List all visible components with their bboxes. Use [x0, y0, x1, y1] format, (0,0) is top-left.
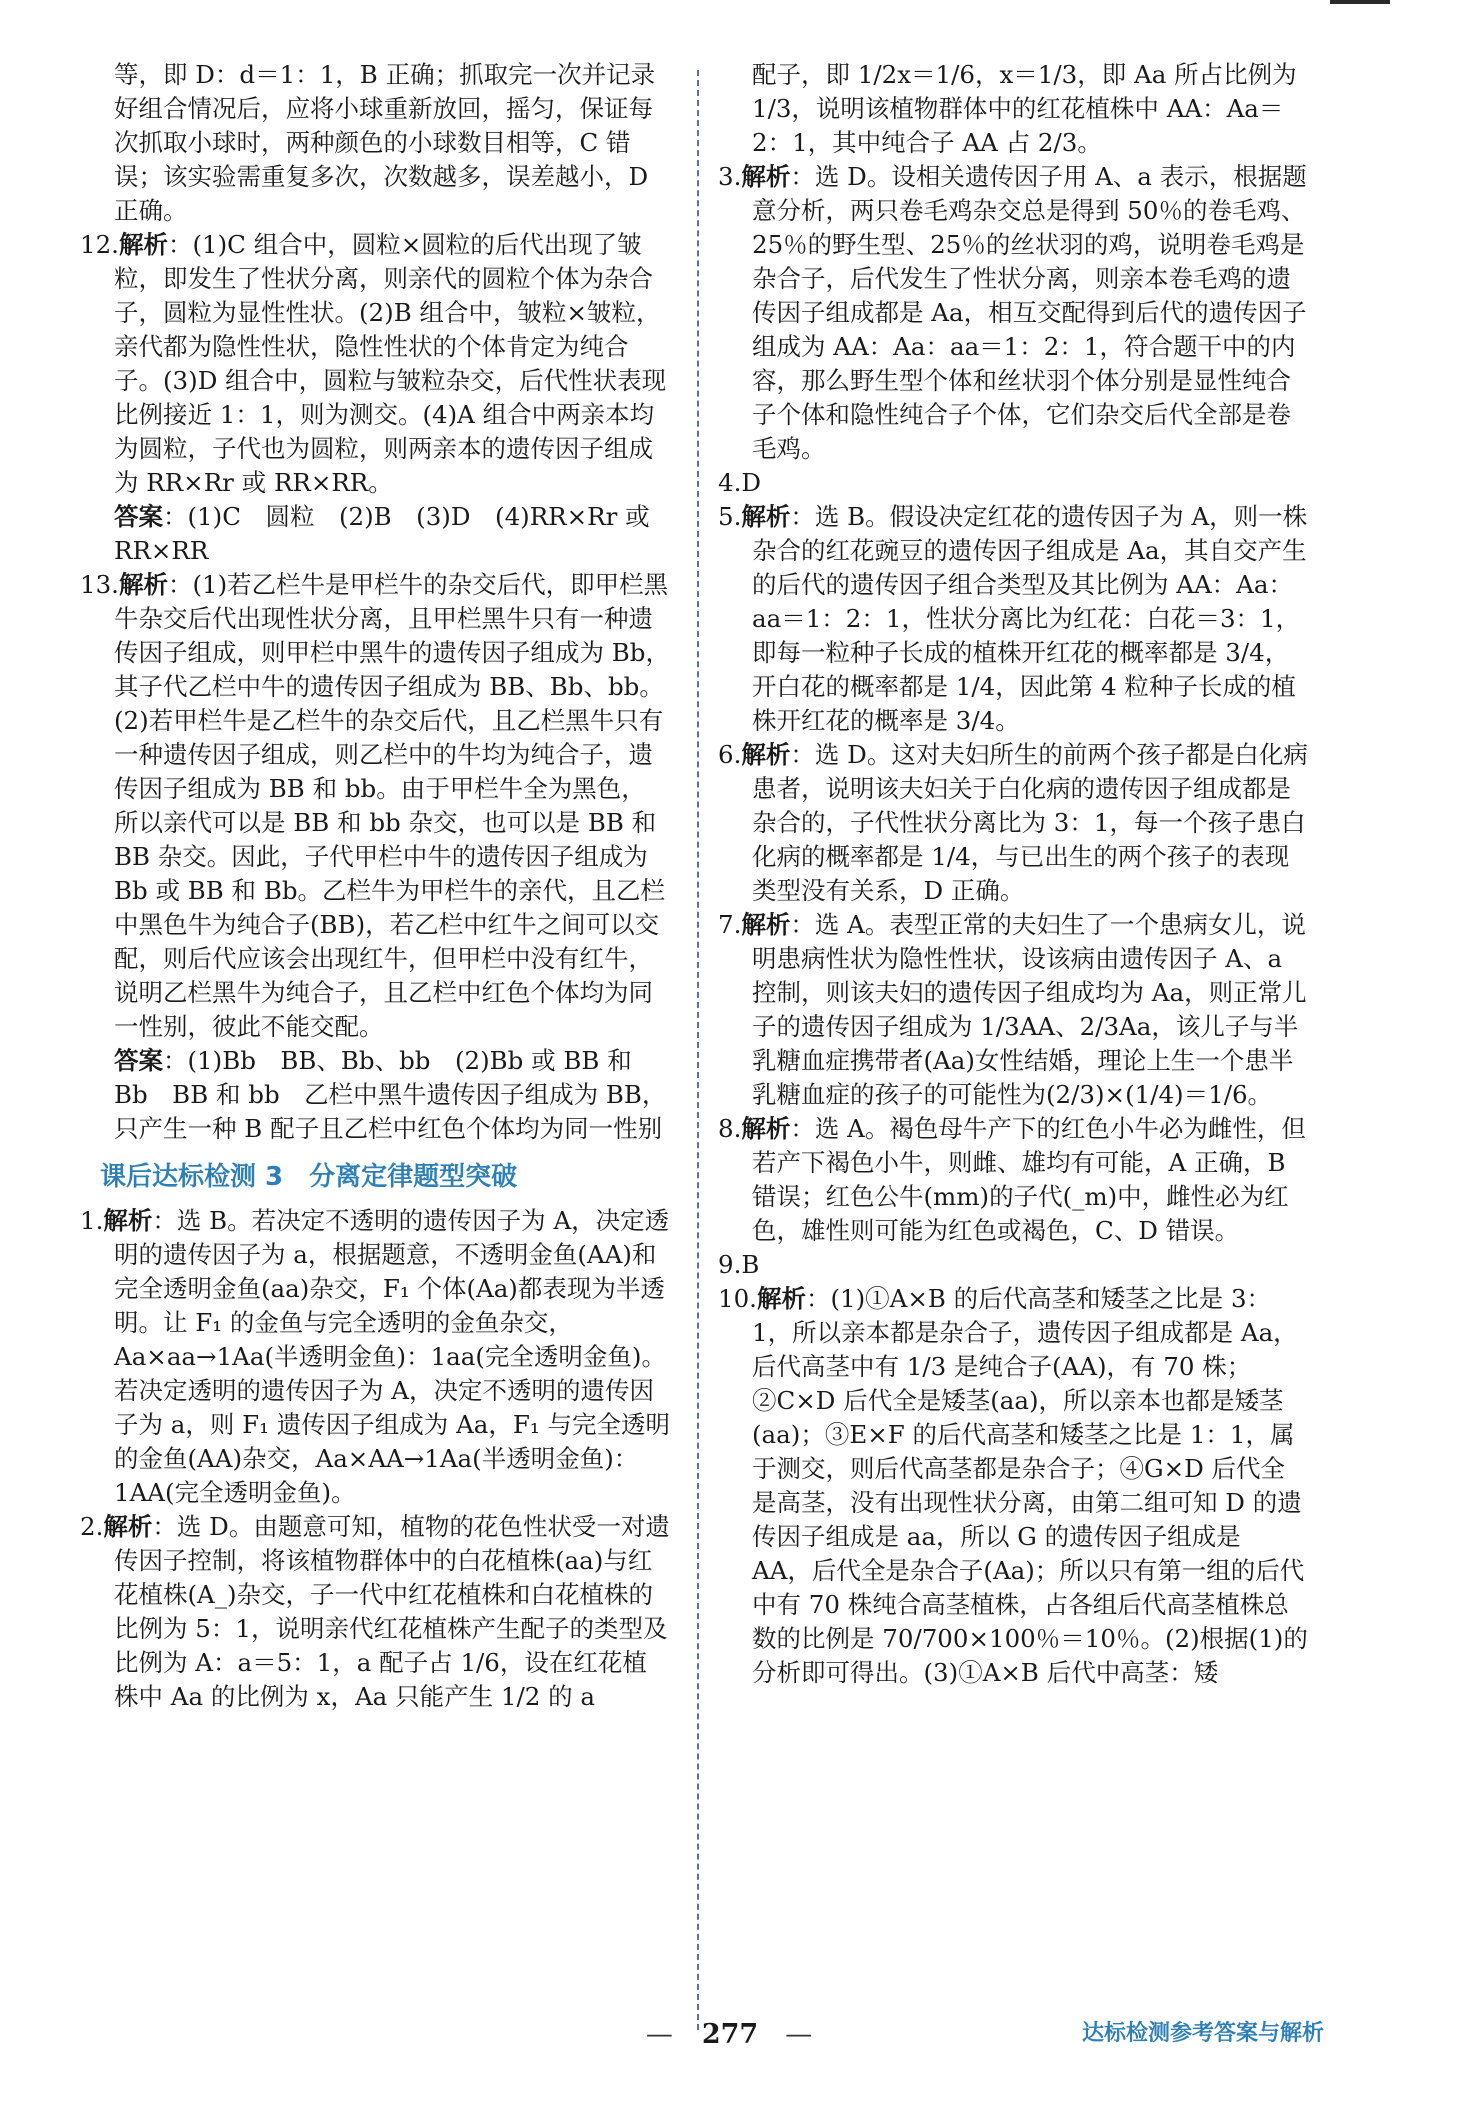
item-number: 1.	[80, 1206, 104, 1235]
answer-item-9: 9.B	[718, 1250, 760, 1279]
running-footer-title: 达标检测参考答案与解析	[1081, 2021, 1324, 2046]
analysis-text: ：选 B。假设决定红花的遗传因子为 A，则一株杂合的红花豌豆的遗传因子组成是 Aa，其自交产生的后代的遗传因子组合类型及其比例为 AA：Aa：aa＝1：2：1，性状分离比为红花：白花＝3：1，即每一粒种子长成的植株开红花的概率都是 3/4，开白花的概率都是 1/4，因此第 4 粒种子长成的植株开红花的概率是 3/4。	[752, 502, 1308, 735]
section-heading	[100, 1160, 670, 1194]
analysis-text: ：选 A。褐色母牛产下的红色小牛必为雌性，但若产下褐色小牛，则雌、雄均有可能，A 正确，B 错误；红色公牛(mm)的子代(_m)中，雌性必为红色，雄性则可能为红色或褐色，C、D 错误。	[752, 1114, 1306, 1245]
page-number-value: 277	[701, 2019, 759, 2050]
right-column	[718, 58, 1308, 1690]
answer-item-7	[718, 908, 1308, 1112]
section-number: 课后达标检测 3	[100, 1162, 284, 1192]
answer-item-12	[80, 228, 670, 500]
item-number: 12.	[80, 230, 119, 259]
analysis-text: ：选 D。由题意可知，植物的花色性状受一对遗传因子控制，将该植物群体中的白花植株(aa)与红花植株(A_)杂交，子一代中红花植株和白花植株的比例为 5：1，说明亲代红花植株产生配子的类型及比例为 A：a＝5：1，a 配子占 1/6，设在红花植株中 Aa 的比例为 x，Aa 只能产生 1/2 的 a	[114, 1512, 670, 1711]
section-name: 分离定律题型突破	[309, 1162, 518, 1192]
answer-item-1	[80, 1204, 670, 1510]
analysis-text: ：(1)①A×B 的后代高茎和矮茎之比是 3：1，所以亲本都是杂合子，遗传因子组成都是 Aa，后代高茎中有 1/3 是纯合子(AA)，有 70 株；②C×D 后代全是矮茎(aa)，所以亲本也都是矮茎(aa)；③E×F 的后代高茎和矮茎之比是 1：1，属于测交，则后代高茎都是杂合子；④G×D 后代全是高茎，没有出现性状分离，由第二组可知 D 的遗传因子组成是 aa，所以 G 的遗传因子组成是 AA，后代全是杂合子(Aa)；所以只有第一组的后代中有 70 株纯合高茎植株，占各组后代高茎植株总数的比例是 70/700×100％＝10％。(2)根据(1)的分析即可得出。(3)①A×B 后代中高茎：矮	[752, 1284, 1308, 1687]
item-number: 6.	[718, 740, 742, 769]
analysis-label: 解析	[103, 1206, 153, 1235]
analysis-label: 解析	[741, 1114, 791, 1143]
answer-line-12	[80, 500, 670, 568]
analysis-text: ：选 D。这对夫妇所生的前两个孩子都是白化病患者，说明该夫妇关于白化病的遗传因子组成都是杂合的，子代性状分离比为 3：1，每一个孩子患白化病的概率都是 1/4，与已出生的两个孩子的表现类型没有关系，D 正确。	[752, 740, 1308, 905]
answer-label: 答案	[114, 502, 163, 531]
item-number: 2.	[80, 1512, 104, 1541]
page-dash-left: —	[645, 2019, 675, 2050]
answer-item-4: 4.D	[718, 468, 762, 497]
continued-text: 等，即 D：d＝1：1，B 正确；抓取完一次并记录好组合情况后，应将小球重新放回，摇匀，保证每次抓取小球时，两种颜色的小球数目相等，C 错误；该实验需重复多次，次数越多，误差越小，D 正确。	[114, 60, 656, 225]
analysis-label: 解析	[118, 230, 168, 259]
analysis-label: 解析	[103, 1512, 153, 1541]
answer-text: ：(1)C 圆粒 (2)B (3)D (4)RR×Rr 或 RR×RR	[114, 502, 650, 565]
analysis-text: ：选 A。表型正常的夫妇生了一个患病女儿，说明患病性状为隐性性状，设该病由遗传因子 A、a 控制，则该夫妇的遗传因子组成均为 Aa，则正常儿子的遗传因子组成为 1/3AA、2/3Aa，该儿子与半乳糖血症携带者(Aa)女性结婚，理论上生一个患半乳糖血症的孩子的可能性为(2/3)×(1/4)＝1/6。	[752, 910, 1307, 1109]
page-dash-right: —	[785, 2019, 815, 2050]
continued-text: 配子，即 1/2x＝1/6，x＝1/3，即 Aa 所占比例为 1/3，说明该植物群体中的红花植株中 AA：Aa＝2：1，其中纯合子 AA 占 2/3。	[752, 60, 1297, 157]
analysis-label: 解析	[741, 740, 791, 769]
top-edge-mark	[1330, 0, 1390, 4]
answer-item-3	[718, 160, 1308, 466]
analysis-text: ：(1)C 组合中，圆粒×圆粒的后代出现了皱粒，即发生了性状分离，则亲代的圆粒个体为杂合子，圆粒为显性性状。(2)B 组合中，皱粒×皱粒，亲代都为隐性性状，隐性性状的个体肯定为纯合子。(3)D 组合中，圆粒与皱粒杂交，后代性状表现比例接近 1：1，则为测交。(4)A 组合中两亲本均为圆粒，子代也为圆粒，则两亲本的遗传因子组成为 RR×Rr 或 RR×RR。	[114, 230, 667, 497]
answer-item-2	[80, 1510, 670, 1714]
answer-item-5	[718, 500, 1308, 738]
left-column	[80, 58, 670, 1714]
item-number: 13.	[80, 570, 119, 599]
answer-item-6	[718, 738, 1308, 908]
answer-text: ：(1)Bb BB、Bb、bb (2)Bb 或 BB 和 Bb BB 和 bb 乙栏中黑牛遗传因子组成为 BB，只产生一种 B 配子且乙栏中红色个体均为同一性别	[114, 1046, 667, 1143]
analysis-text: ：选 B。若决定不透明的遗传因子为 A，决定透明的遗传因子为 a，根据题意，不透明金鱼(AA)和完全透明金鱼(aa)杂交，F₁ 个体(Aa)都表现为半透明。让 F₁ 的金鱼与完全透明的金鱼杂交，Aa×aa→1Aa(半透明金鱼)：1aa(完全透明金鱼)。若决定透明的遗传因子为 A，决定不透明的遗传因子为 a，则 F₁ 遗传因子组成为 Aa，F₁ 与完全透明的金鱼(AA)杂交，Aa×AA→1Aa(半透明金鱼)：1AA(完全透明金鱼)。	[114, 1206, 670, 1507]
analysis-label: 解析	[741, 162, 791, 191]
analysis-label: 解析	[741, 502, 791, 531]
item-number: 10.	[718, 1284, 757, 1313]
column-divider	[697, 70, 699, 2030]
item-number: 8.	[718, 1114, 742, 1143]
answer-item-10	[718, 1282, 1308, 1690]
analysis-text: ：选 D。设相关遗传因子用 A、a 表示，根据题意分析，两只卷毛鸡杂交总是得到 50％的卷毛鸡、25％的野生型、25％的丝状羽的鸡，说明卷毛鸡是杂合子，后代发生了性状分离，则亲本卷毛鸡的遗传因子组成都是 Aa，相互交配得到后代的遗传因子组成为 AA：Aa：aa＝1：2：1，符合题干中的内容，那么野生型个体和丝状羽个体分别是显性纯合子个体和隐性纯合子个体，它们杂交后代全部是卷毛鸡。	[752, 162, 1307, 463]
item-number: 7.	[718, 910, 742, 939]
analysis-label: 解析	[756, 1284, 806, 1313]
analysis-label: 解析	[741, 910, 791, 939]
answer-line-13	[80, 1044, 670, 1146]
answer-item-8	[718, 1112, 1308, 1248]
page-number	[530, 2012, 930, 2051]
item-number: 3.	[718, 162, 742, 191]
analysis-text: ：(1)若乙栏牛是甲栏牛的杂交后代，即甲栏黑牛杂交后代出现性状分离，且甲栏黑牛只有一种遗传因子组成，则甲栏中黑牛的遗传因子组成为 Bb，其子代乙栏中牛的遗传因子组成为 BB、Bb、bb。(2)若甲栏牛是乙栏牛的杂交后代，且乙栏黑牛只有一种遗传因子组成，则乙栏中的牛均为纯合子，遗传因子组成为 BB 和 bb。由于甲栏牛全为黑色，所以亲代可以是 BB 和 bb 杂交，也可以是 BB 和 BB 杂交。因此，子代甲栏中牛的遗传因子组成为 Bb 或 BB 和 Bb。乙栏牛为甲栏牛的亲代，且乙栏中黑色牛为纯合子(BB)，若乙栏中红牛之间可以交配，则后代应该会出现红牛，但甲栏中没有红牛，说明乙栏黑牛为纯合子，且乙栏中红色个体均为同一性别，彼此不能交配。	[114, 570, 670, 1041]
analysis-label: 解析	[118, 570, 168, 599]
answer-label: 答案	[114, 1046, 163, 1075]
item-number: 5.	[718, 502, 742, 531]
answer-item-13	[80, 568, 670, 1044]
